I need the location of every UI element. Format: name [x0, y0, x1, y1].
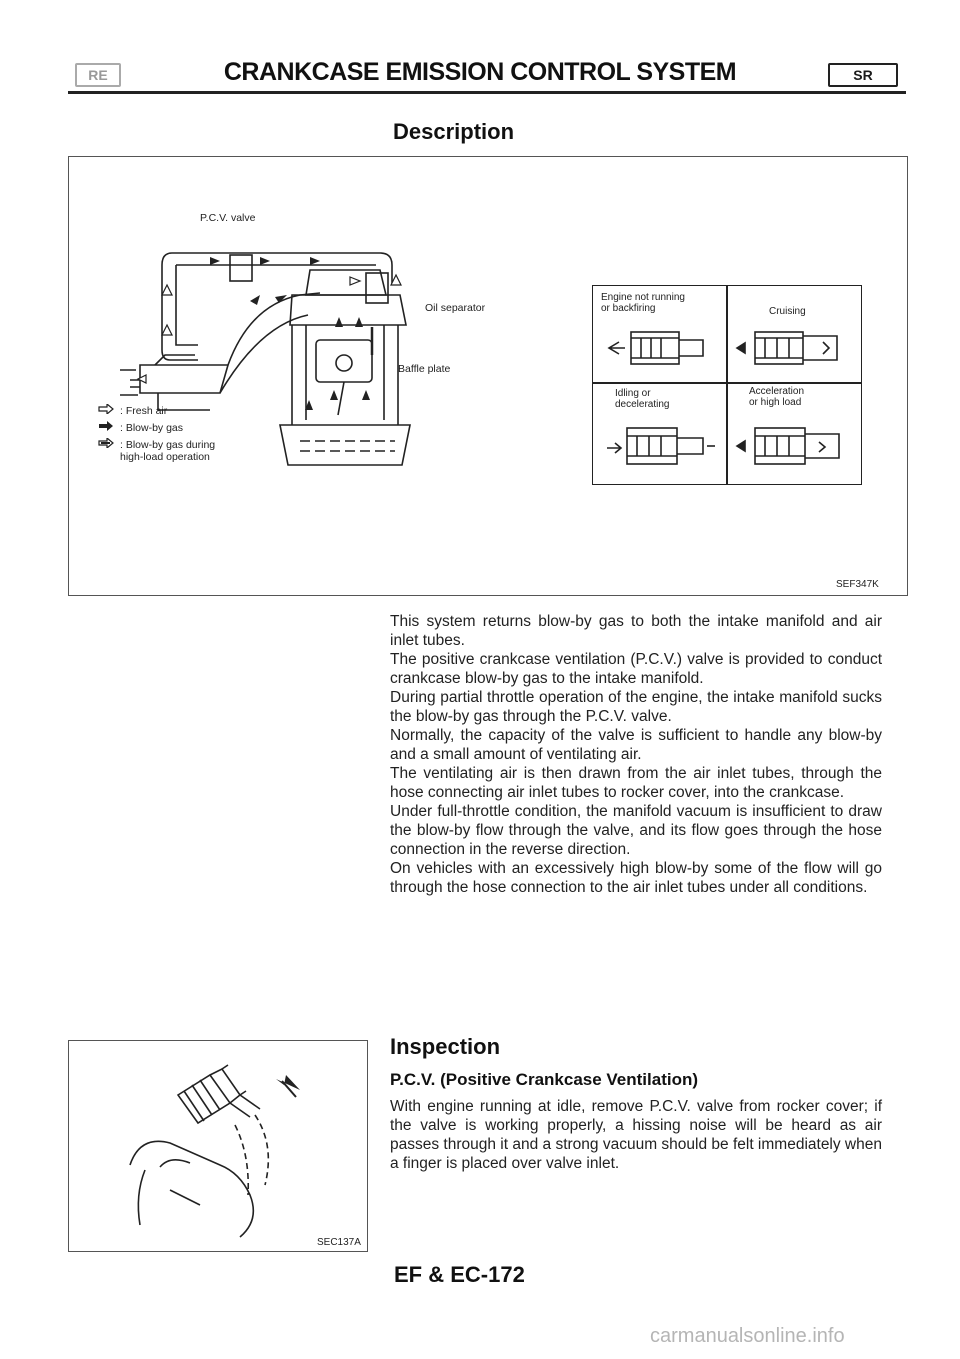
description-title: Description — [393, 119, 515, 144]
inspection-title: Inspection — [390, 1034, 501, 1059]
paragraph: Normally, the capacity of the valve is sufficient to handle any blow-by and a small amount of ventilating air. — [390, 727, 882, 763]
mode-acceleration: Acceleration or high load — [749, 386, 805, 408]
watermark: carmanualsonline.info — [650, 1325, 845, 1347]
solid-arrow-icon — [98, 421, 120, 434]
legend-high-load-line2: high-load operation — [120, 451, 210, 463]
legend-fresh-air — [98, 404, 167, 417]
paragraph: During partial throttle operation of the engine, the intake manifold sucks the blow-by gas through the P.C.V. valve. — [390, 689, 882, 725]
legend-text: : Blow-by gas during — [120, 439, 216, 451]
striped-arrow-icon — [98, 438, 120, 451]
paragraph: On vehicles with an excessively high blow-by some of the flow will go through the hose connection to the air inlet tubes under all conditions. — [390, 860, 882, 896]
mode-not-running: Engine not running or backfiring — [601, 292, 685, 314]
figure-code: SEF347K — [836, 579, 879, 590]
inspection-text: With engine running at idle, remove P.C.V. valve from rocker cover; if the valve is working properly, a hissing noise will be heard as air passes through it and a strong vacuum should be felt immediately when a finger is placed over valve inlet. — [390, 1098, 882, 1172]
valve-mode-grid — [592, 285, 862, 485]
hollow-arrow-icon — [98, 404, 120, 417]
valve-idle-icon — [603, 418, 719, 473]
page-title: CRANKCASE EMISSION CONTROL SYSTEM — [223, 58, 737, 86]
section-tag-right: SR — [828, 63, 898, 87]
label-baffle-plate: Baffle plate — [398, 363, 451, 375]
header-rule — [68, 91, 906, 94]
legend-blow-by-gas — [98, 421, 183, 434]
legend-high-load — [98, 438, 215, 451]
paragraph: This system returns blow-by gas to both the intake manifold and air inlet tubes. — [390, 613, 882, 649]
legend-text: : Blow-by gas — [120, 422, 184, 434]
mode-idling: Idling or decelerating — [615, 388, 670, 410]
paragraph: The positive crankcase ventilation (P.C.V.) valve is provided to conduct crankcase blow-by gas to the intake manifold. — [390, 651, 882, 687]
inspection-subtitle: P.C.V. (Positive Crankcase Ventilation) — [390, 1070, 699, 1089]
label-oil-separator: Oil separator — [425, 302, 486, 314]
mode-cruising: Cruising — [769, 306, 806, 317]
valve-accel-icon — [733, 418, 853, 473]
page-number: EF & EC-172 — [394, 1262, 525, 1287]
valve-closed-icon — [603, 324, 719, 374]
inspection-figure-code: SEC137A — [317, 1237, 361, 1248]
description-body — [390, 612, 882, 897]
valve-cruising-icon — [733, 324, 853, 374]
label-pcv-valve: P.C.V. valve — [200, 212, 256, 224]
paragraph: Under full-throttle condition, the manifold vacuum is insufficient to draw the blow-by flow through the valve, and its flow goes through the hose connection in the reverse direction. — [390, 803, 882, 858]
section-tag-left: RE — [75, 63, 121, 87]
legend-text: : Fresh air — [120, 405, 168, 417]
paragraph: The ventilating air is then drawn from the air inlet tubes, through the hose connecting air inlet tubes to rocker cover, into the crankcase. — [390, 765, 882, 801]
finger-on-valve-illustration — [100, 1055, 340, 1240]
